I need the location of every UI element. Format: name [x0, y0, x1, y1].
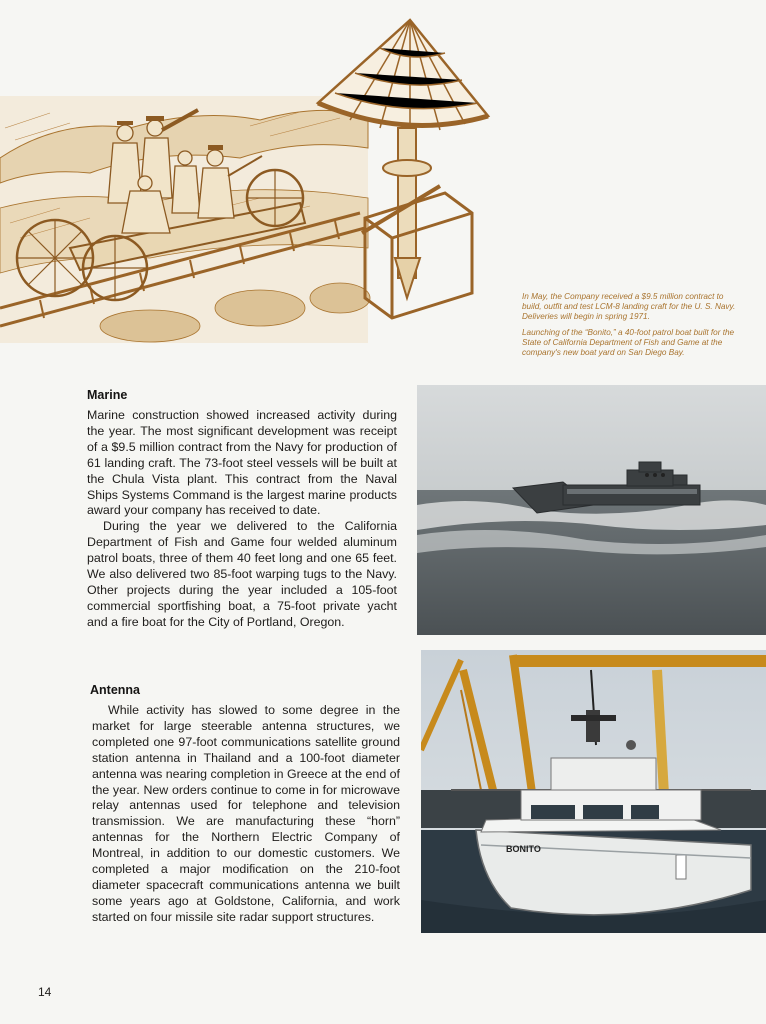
marine-section-text — [87, 408, 397, 631]
antenna-paragraph-1: While activity has slowed to some degree in the market for large steerable antenna structures, we completed one 97-foot communications satellite ground station antenna in Thailand and a 100-foot diameter antenna was nearing completion in Greece at the end of the year. New orders continue to come in for microwave relay antennas used for telephone and television transmission. We are manufacturing these “horn” antennas for the Northern Electric Company of Montreal, in addition to our domestic customers. We completed a major modification on the 210-foot diameter spacecraft communications antenna we built some years ago at Goldstone, California, and work started on four missile site radar support structures. — [92, 703, 400, 924]
caption-landing-craft: In May, the Company received a $9.5 million contract to build, outfit and test LCM-8 landing craft for the U. S. Navy. Deliveries will begin in spring 1971. — [522, 292, 736, 322]
photo-captions — [522, 292, 744, 363]
boat-name-label: BONITO — [506, 844, 541, 854]
antenna-section-text — [92, 703, 400, 926]
sepia-engraving-illustration — [0, 8, 500, 343]
marine-paragraph-2: During the year we delivered to the California Department of Fish and Game four welded aluminum patrol boats, three of them 40 feet long and one 65 feet. We also delivered two 85-foot warping tugs to the Navy. Other projects during the year included a 105-foot commercial sportfishing boat, a 75-foot private yacht and a fire boat for the City of Portland, Oregon. — [87, 519, 397, 629]
landing-craft-photo — [417, 385, 766, 635]
page-number: 14 — [38, 985, 52, 999]
caption-bonito-launch: Launching of the “Bonito,” a 40-foot patrol boat built for the State of California Department of Fish and Game at the company's new boat yard on San Diego Bay. — [522, 327, 735, 358]
marine-paragraph-1: Marine construction showed increased activity during the year. The most significant development was receipt of a $9.5 million contract from the Navy for production of 61 landing craft. The 73-foot steel vessels will be built at the Chula Vista plant. This contract from the Naval Ships Systems Command is the largest marine products award your company has received to date. — [87, 408, 397, 518]
antenna-heading: Antenna — [90, 683, 140, 697]
marine-heading: Marine — [87, 388, 128, 402]
bonito-boat-photo — [421, 650, 766, 933]
